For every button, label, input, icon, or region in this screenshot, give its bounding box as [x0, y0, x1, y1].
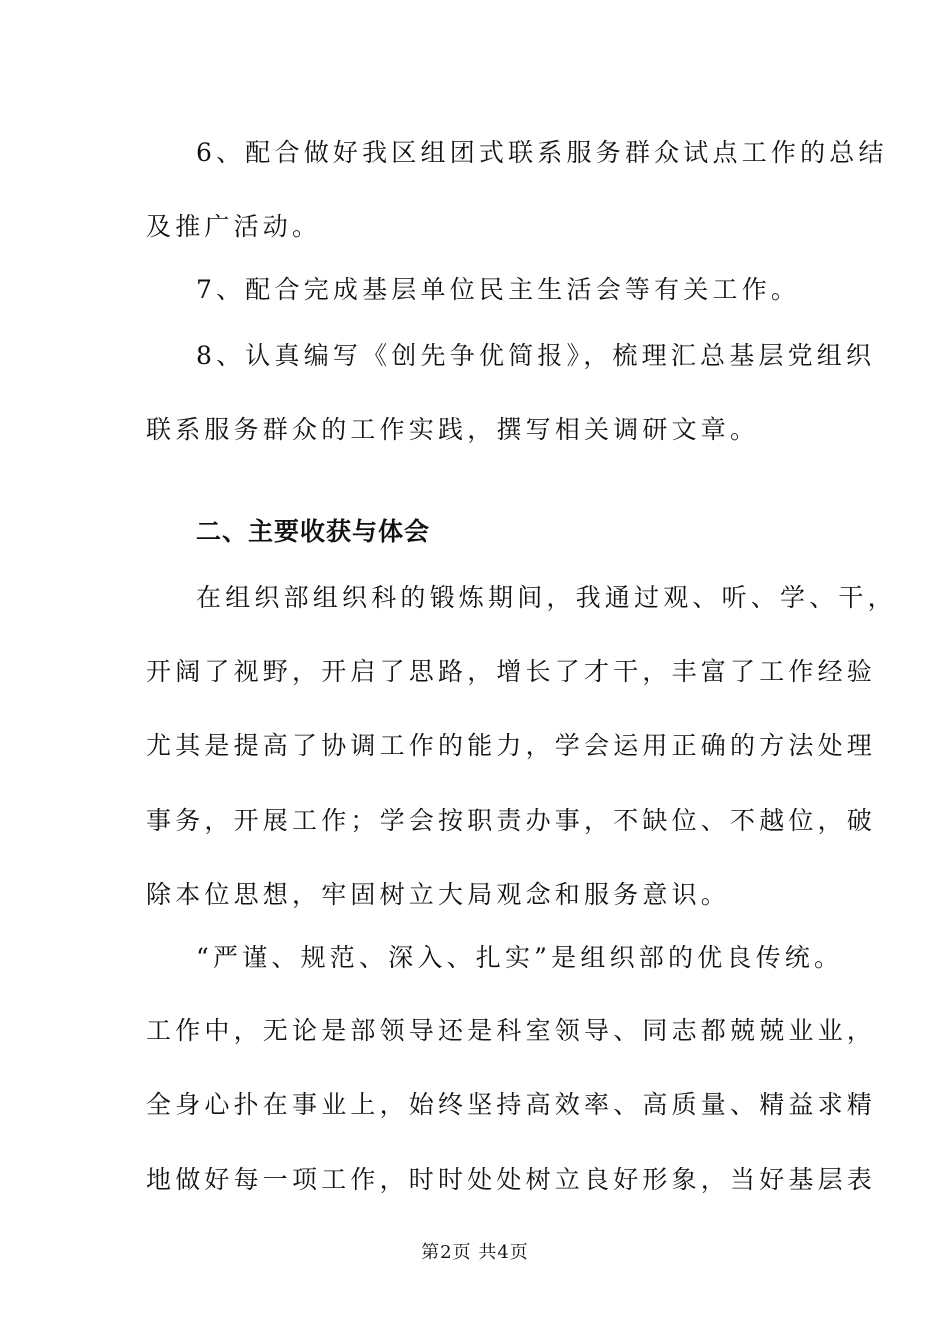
paragraph-line: 事务，开展工作；学会按职责办事，不缺位、不越位，破	[146, 806, 877, 835]
paragraph-line: 开阔了视野，开启了思路，增长了才干，丰富了工作经验	[146, 657, 877, 686]
paragraph-line: “严谨、规范、深入、扎实”是组织部的优良传统。	[196, 943, 844, 972]
paragraph-line: 8、认真编写《创先争优简报》，梳理汇总基层党组织	[196, 341, 876, 370]
paragraph-line: 在组织部组织科的锻炼期间，我通过观、听、学、干，	[196, 583, 897, 612]
paragraph-line: 及推广活动。	[146, 212, 322, 241]
paragraph-line: 地做好每一项工作，时时处处树立良好形象，当好基层表	[146, 1165, 877, 1194]
paragraph-line: 联系服务群众的工作实践，撰写相关调研文章。	[146, 415, 760, 444]
paragraph-line: 全身心扑在事业上，始终坚持高效率、高质量、精益求精	[146, 1090, 877, 1119]
section-heading: 二、主要收获与体会	[196, 517, 431, 546]
paragraph-line: 6、配合做好我区组团式联系服务群众试点工作的总结	[196, 138, 888, 167]
paragraph-line: 工作中，无论是部领导还是科室领导、同志都兢兢业业，	[146, 1016, 877, 1045]
page-footer: 第2页 共4页	[421, 1242, 529, 1263]
paragraph-line: 除本位思想，牢固树立大局观念和服务意识。	[146, 880, 731, 909]
paragraph-line: 尤其是提高了协调工作的能力，学会运用正确的方法处理	[146, 731, 877, 760]
paragraph-line: 7、配合完成基层单位民主生活会等有关工作。	[196, 275, 801, 304]
